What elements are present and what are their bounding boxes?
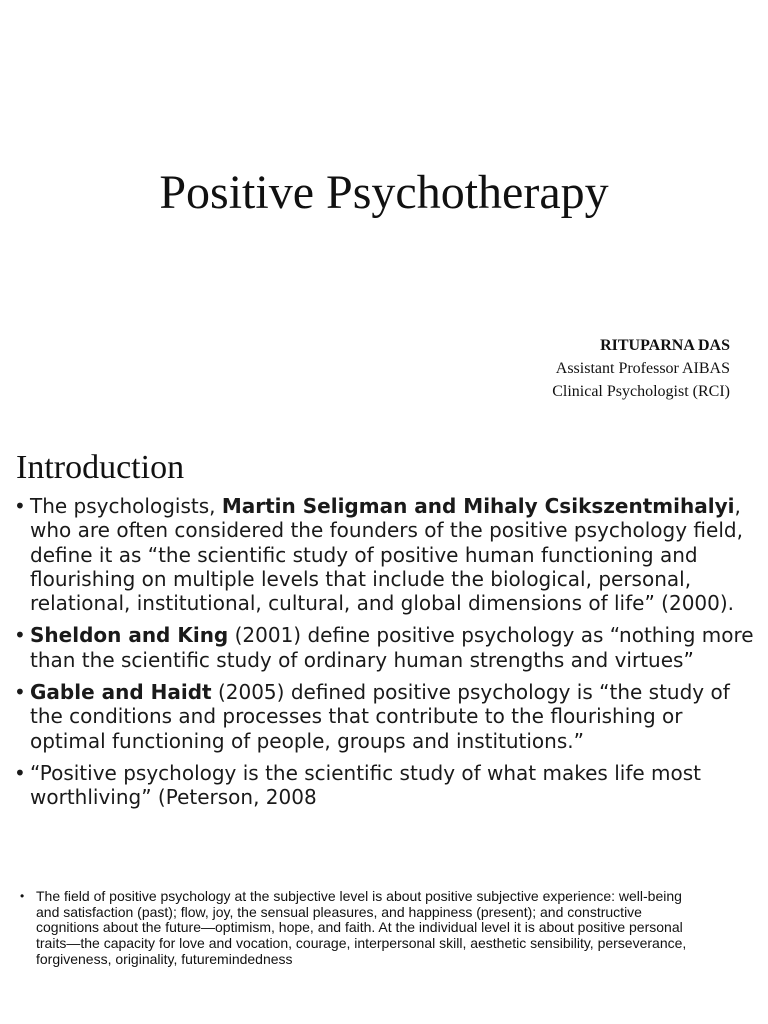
bullet-list [14, 494, 754, 818]
notes-item: • The field of positive psychology at the subjective level is about positive subjective experience: well-being and satisfaction (past); flow, joy, the sensual pleasures, and happiness (present); and constructive cognitions about the future—optimism, hope, and faith. At the individual level it is about positive personal traits—the capacity for love and vocation, courage, interpersonal skill, aesthetic sensibility, perseverance, forgiveness, originality, futuremindedness [20, 889, 700, 968]
bullet-emphasis: Gable and Haidt [30, 680, 212, 705]
bullet-item [14, 761, 754, 810]
bullet-emphasis: Martin Seligman and Mihaly Csikszentmihalyi [221, 494, 735, 518]
bullet-text: , who are often considered the founders of the positive psychology field, define it as “the scientific study of positive human functioning and flourishing on multiple levels that include the biological, personal, relational, institutional, cultural, and global dimensions of life” (2000). [30, 494, 743, 616]
bullet-emphasis: Sheldon and King [30, 623, 229, 648]
notes-list [20, 889, 700, 968]
speaker-notes [0, 880, 768, 1024]
introduction-slide [0, 430, 768, 867]
bullet-text: (2005) defined positive psychology is “the study of the conditions and processes that contribute to the flourishing or optimal functioning of people, groups and institutions.” [30, 680, 730, 753]
slide-title: Positive Psychotherapy [159, 166, 609, 219]
bullet-text: “Positive psychology is the scientific study of what makes life most worthliving” (Peterson, 2008 [30, 760, 701, 810]
author-name: RITUPARNA DAS [600, 337, 730, 354]
author-credential: Clinical Psychologist (RCI) [552, 383, 730, 400]
title-slide [0, 0, 768, 430]
slide-heading: Introduction [16, 449, 185, 486]
bullet-item [14, 680, 754, 753]
bullet-text: (2001) define positive psychology as “nothing more than the scientific study of ordinary human strengths and virtues” [30, 623, 754, 672]
bullet-item [14, 494, 754, 615]
author-position: Assistant Professor AIBAS [555, 360, 730, 377]
bullet-item [14, 623, 754, 672]
bullet-text: The psychologists, [30, 494, 222, 518]
author-block [552, 334, 730, 403]
